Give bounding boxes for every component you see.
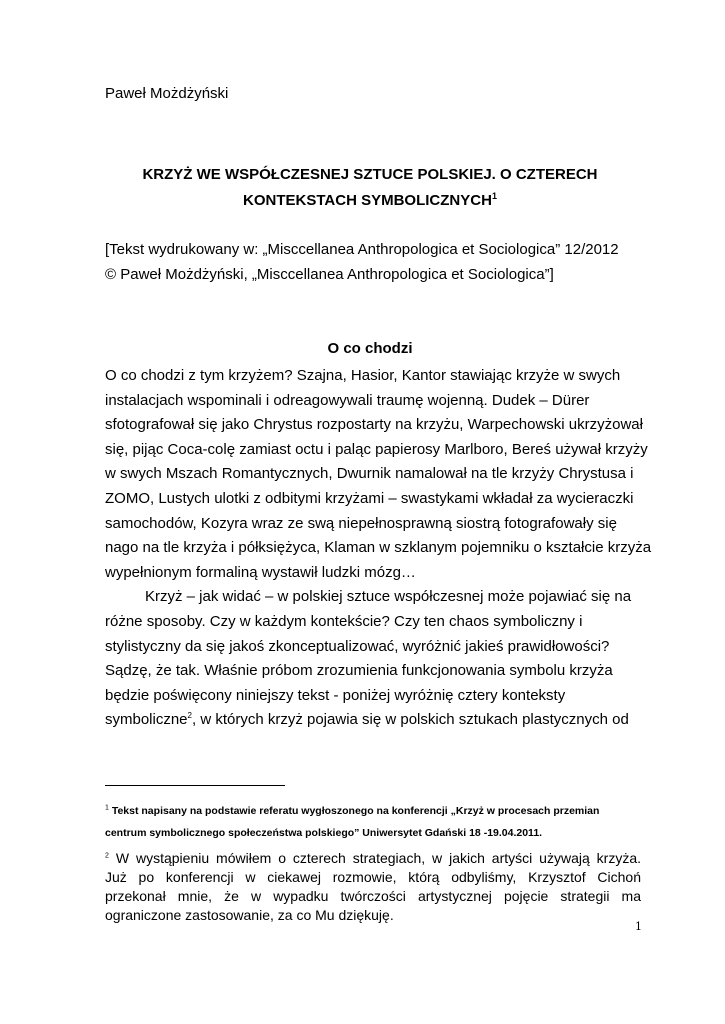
title-line-2 — [105, 188, 635, 214]
body-line: się, pijąc Coca-colę zamiast octu i paląc papierosy Marlboro, Bereś używał krzyży — [105, 440, 648, 458]
body-line: instalacjach wspominali i odreagowywali traumę wojenną. Dudek – Dürer — [105, 391, 590, 409]
footnote-1-line-1 — [105, 800, 635, 822]
body-line: sfotografował się jako Chrystus rozpostarty na krzyżu, Warpechowski ukrzyżował — [105, 416, 643, 434]
footnote-2-line-3: przekonał mnie, że w wypadku twórczości artystycznej pojęcie strategii ma — [105, 888, 641, 904]
document-title — [105, 162, 635, 214]
title-line-1: KRZYŻ WE WSPÓŁCZESNEJ SZTUCE POLSKIEJ. O CZTERECH — [142, 166, 598, 183]
body-line-end: , w których krzyż pojawia się w polskich sztukach plastycznych od — [191, 711, 629, 729]
publication-note — [105, 237, 619, 287]
footnote-2-line-2: Już po konferencji w ciekawej rozmowie, którą odbyliśmy, Krzysztof Cichoń — [105, 869, 641, 885]
body-line: różne sposoby. Czy w każdym kontekście? Czy ten chaos symboliczny i — [105, 612, 583, 630]
author-name: Paweł Możdżyński — [105, 85, 229, 102]
body-line: O co chodzi z tym krzyżem? Szajna, Hasior, Kantor stawiając krzyże w swych — [105, 367, 621, 384]
body-line: Sądzę, że tak. Właśnie próbom zrozumienia funkcjonowania symbolu krzyża — [105, 662, 613, 680]
footnote-1-text-1: Tekst napisany na podstawie referatu wygłoszonego na konferencji „Krzyż w procesach przemian — [111, 805, 600, 817]
body-line: wypełnionym formaliną wystawił ludzki mózg… — [105, 563, 416, 581]
publication-note-line-1: [Tekst wydrukowany w: „Misccellanea Anthropologica et Sociologica” 12/2012 — [105, 241, 619, 258]
body-line: ZOMO, Lustych ulotki z odbitymi krzyżami – swastykami wkładał za wycieraczki — [105, 489, 634, 507]
body-text — [105, 364, 652, 733]
footnote-1 — [105, 800, 635, 844]
footnote-1-number: 1 — [105, 804, 109, 812]
section-heading: O co chodzi — [327, 340, 413, 357]
footnote-2-line-4: ograniczone zastosowanie, za co Mu dziękuję. — [105, 907, 394, 923]
footnote-separator — [105, 785, 285, 786]
publication-note-line-2: © Paweł Możdżyński, „Misccellanea Anthropologica et Sociologica”] — [105, 266, 554, 283]
title-line-2-text: KONTEKSTACH SYMBOLICZNYCH — [243, 192, 492, 209]
page-number: 1 — [635, 920, 642, 933]
body-line: będzie poświęcony niniejszy tekst - poniżej wyróżnię cztery konteksty — [105, 686, 566, 704]
body-line: w swych Mszach Romantycznych, Dwurnik namalował na tle krzyży Chrystusa i — [105, 465, 634, 483]
body-line: nago na tle krzyża i półksiężyca, Klaman w szklanym pojemniku o kształcie krzyża — [105, 539, 652, 557]
footnote-2-line-1 — [105, 849, 641, 868]
footnote-2-number: 2 — [105, 852, 109, 860]
footnote-2-text-1: W wystąpieniu mówiłem o czterech strategiach, w jakich artyści używają krzyża. — [115, 850, 642, 866]
body-line: stylistyczny da się jakoś zkonceptualizować, wyróżnić jakieś prawidłowości? — [105, 637, 610, 655]
footnote-ref-2: 2 — [187, 711, 192, 721]
body-line — [105, 708, 645, 733]
footnote-2 — [105, 849, 641, 925]
footnote-1-line-2: centrum symbolicznego społeczeństwa polskiego” Uniwersytet Gdański 18 -19.04.2011. — [105, 827, 543, 839]
body-line: Krzyż – jak widać – w polskiej sztuce współczesnej może pojawiać się na — [145, 588, 632, 606]
body-line-start: symboliczne — [105, 711, 188, 729]
body-line: samochodów, Kozyra wraz ze swą niepełnosprawną siostrą fotografowały się — [105, 514, 617, 532]
title-footnote-ref: 1 — [491, 191, 497, 201]
